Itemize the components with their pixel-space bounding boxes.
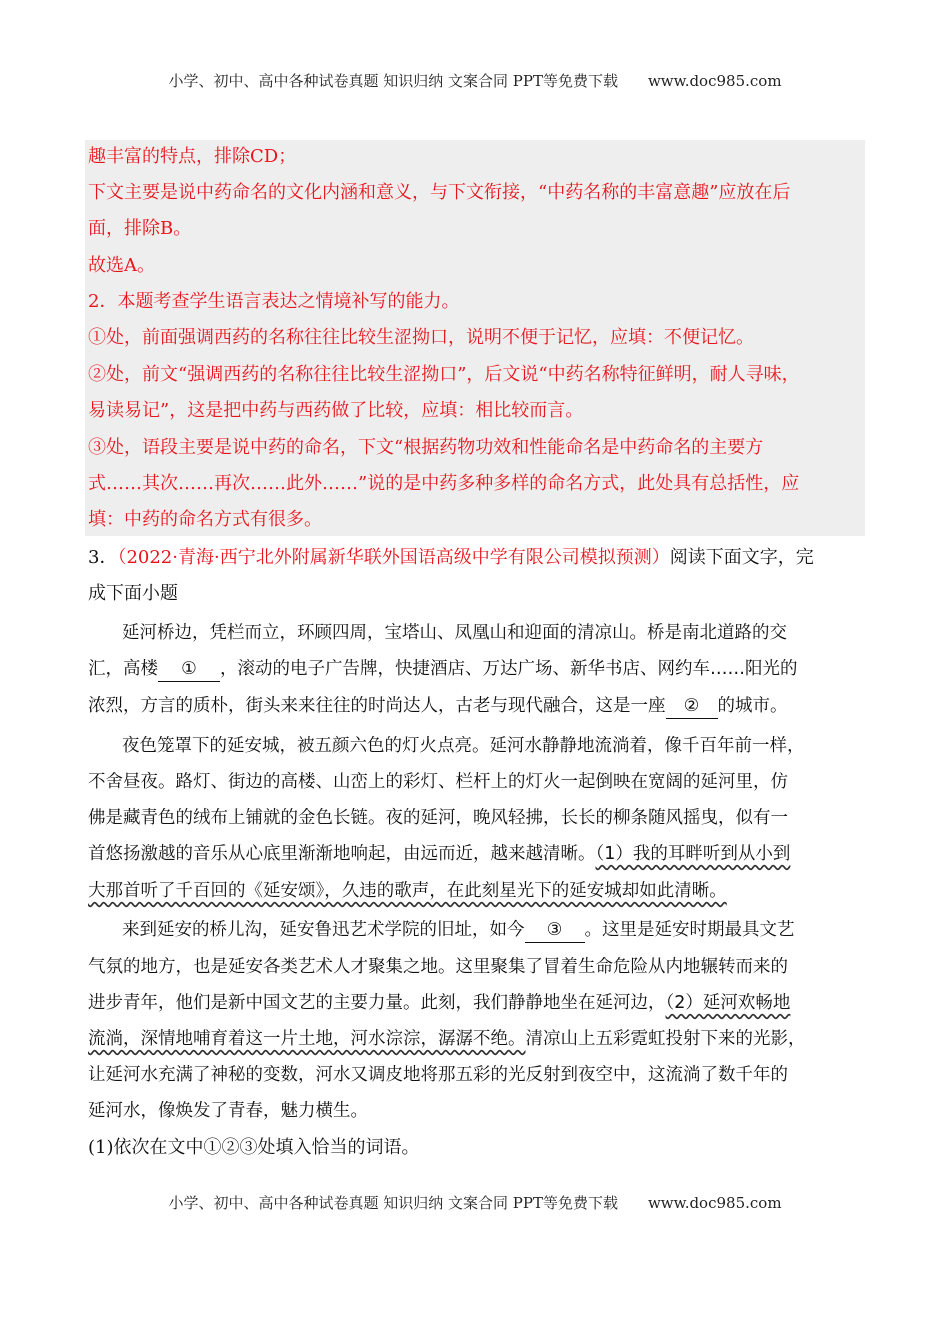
question-source: （2022·青海·西宁北外附属新华联外国语高级中学有限公司模拟预测） [117, 547, 670, 568]
passage-line: 浓烈，方言的质朴，街头来来往往的时尚达人，古老与现代融合，这是一座 ② 的城市。 [88, 694, 788, 719]
page-footer: 小学、初中、高中各种试卷真题 知识归纳 文案合同 PPT等免费下载 www.doc985.com [168, 1194, 782, 1212]
answer-line: 易读易记”，这是把中药与西药做了比较，应填：相比较而言。 [88, 400, 584, 421]
blank-2[interactable]: ② [666, 694, 718, 719]
underlined-sentence-1-cont: 大那首听了千百回的《延安颂》，久违的歌声，在此刻星光下的延安城却如此清晰。 [88, 881, 727, 901]
passage-line: 延河水，像焕发了青春，魅力横生。 [88, 1101, 368, 1121]
passage-line: 来到延安的桥儿沟，延安鲁迅艺术学院的旧址，如今 ③ 。这里是延安时期最具文艺 [122, 918, 795, 943]
answer-line: 面，排除B。 [88, 218, 192, 239]
passage-line: 夜色笼罩下的延安城，被五颜六色的灯火点亮。延河水静静地流淌着，像千百年前一样， [122, 736, 805, 756]
passage-line: 气氛的地方，也是延安各类艺术人才聚集之地。这里聚集了冒着生命危险从内地辗转而来的 [88, 957, 788, 977]
passage-line: 流淌，深情地哺育着这一片土地，河水淙淙，潺潺不绝。清凉山上五彩霓虹投射下来的光影， [88, 1029, 806, 1049]
sub-question-1: (1)依次在文中①②③处填入恰当的词语。 [88, 1137, 420, 1158]
answer-line: ③处，语段主要是说中药的命名，下文“根据药物功效和性能命名是中药命名的主要方 [88, 437, 764, 458]
underlined-sentence-1: （1）我的耳畔听到从小到 [595, 844, 791, 864]
passage-line: 延河桥边，凭栏而立，环顾四周，宝塔山、凤凰山和迎面的清凉山。桥是南北道路的交 [122, 623, 787, 643]
question-prompt: 阅读下面文字，完 [669, 547, 814, 568]
answer-line: 式……其次……再次……此外……”说的是中药多种多样的命名方式，此处具有总括性，应 [88, 473, 800, 494]
passage-line: 进步青年，他们是新中国文艺的主要力量。此刻，我们静静地坐在延河边，（2）延河欢畅地 [88, 993, 791, 1013]
answer-line: ①处，前面强调西药的名称往往比较生涩拗口，说明不便于记忆，应填：不便记忆。 [88, 327, 754, 348]
blank-3[interactable]: ③ [525, 918, 585, 943]
passage-line: 佛是藏青色的绒布上铺就的金色长链。夜的延河，晚风轻拂，长长的柳条随风摇曳，似有一 [88, 808, 788, 828]
page-header: 小学、初中、高中各种试卷真题 知识归纳 文案合同 PPT等免费下载 www.doc985.com [168, 72, 782, 90]
passage-line: 让延河水充满了神秘的变数，河水又调皮地将那五彩的光反射到夜空中，这流淌了数千年的 [88, 1065, 788, 1085]
question-prompt-cont: 成下面小题 [88, 583, 178, 604]
answer-line: 2．本题考查学生语言表达之情境补写的能力。 [88, 291, 460, 312]
answer-line: ②处，前文“强调西药的名称往往比较生涩拗口”，后文说“中药名称特征鲜明，耐人寻味， [88, 364, 800, 385]
answer-line: 填：中药的命名方式有很多。 [88, 509, 322, 530]
passage-line [88, 879, 727, 903]
passage-line: 首悠扬激越的音乐从心底里渐渐地响起，由远而近，越来越清晰。（1）我的耳畔听到从小到 [88, 844, 791, 864]
question-number: 3． [88, 547, 118, 568]
underlined-sentence-2: （2）延河欢畅地 [665, 993, 791, 1013]
blank-1[interactable]: ① [158, 657, 220, 682]
question-3-heading [88, 546, 814, 570]
underlined-sentence-2-cont: 流淌，深情地哺育着这一片土地，河水淙淙，潺潺不绝。 [88, 1029, 526, 1049]
passage-line: 汇，高楼 ① ，滚动的电子广告牌，快捷酒店、万达广场、新华书店、网约车……阳光的 [88, 657, 798, 682]
answer-line: 趣丰富的特点，排除CD； [88, 146, 297, 167]
passage-line: 不舍昼夜。路灯、街边的高楼、山峦上的彩灯、栏杆上的灯火一起倒映在宽阔的延河里，仿 [88, 772, 788, 792]
answer-line: 故选A。 [88, 255, 155, 276]
answer-line: 下文主要是说中药命名的文化内涵和意义，与下文衔接，“中药名称的丰富意趣”应放在后 [88, 182, 791, 203]
